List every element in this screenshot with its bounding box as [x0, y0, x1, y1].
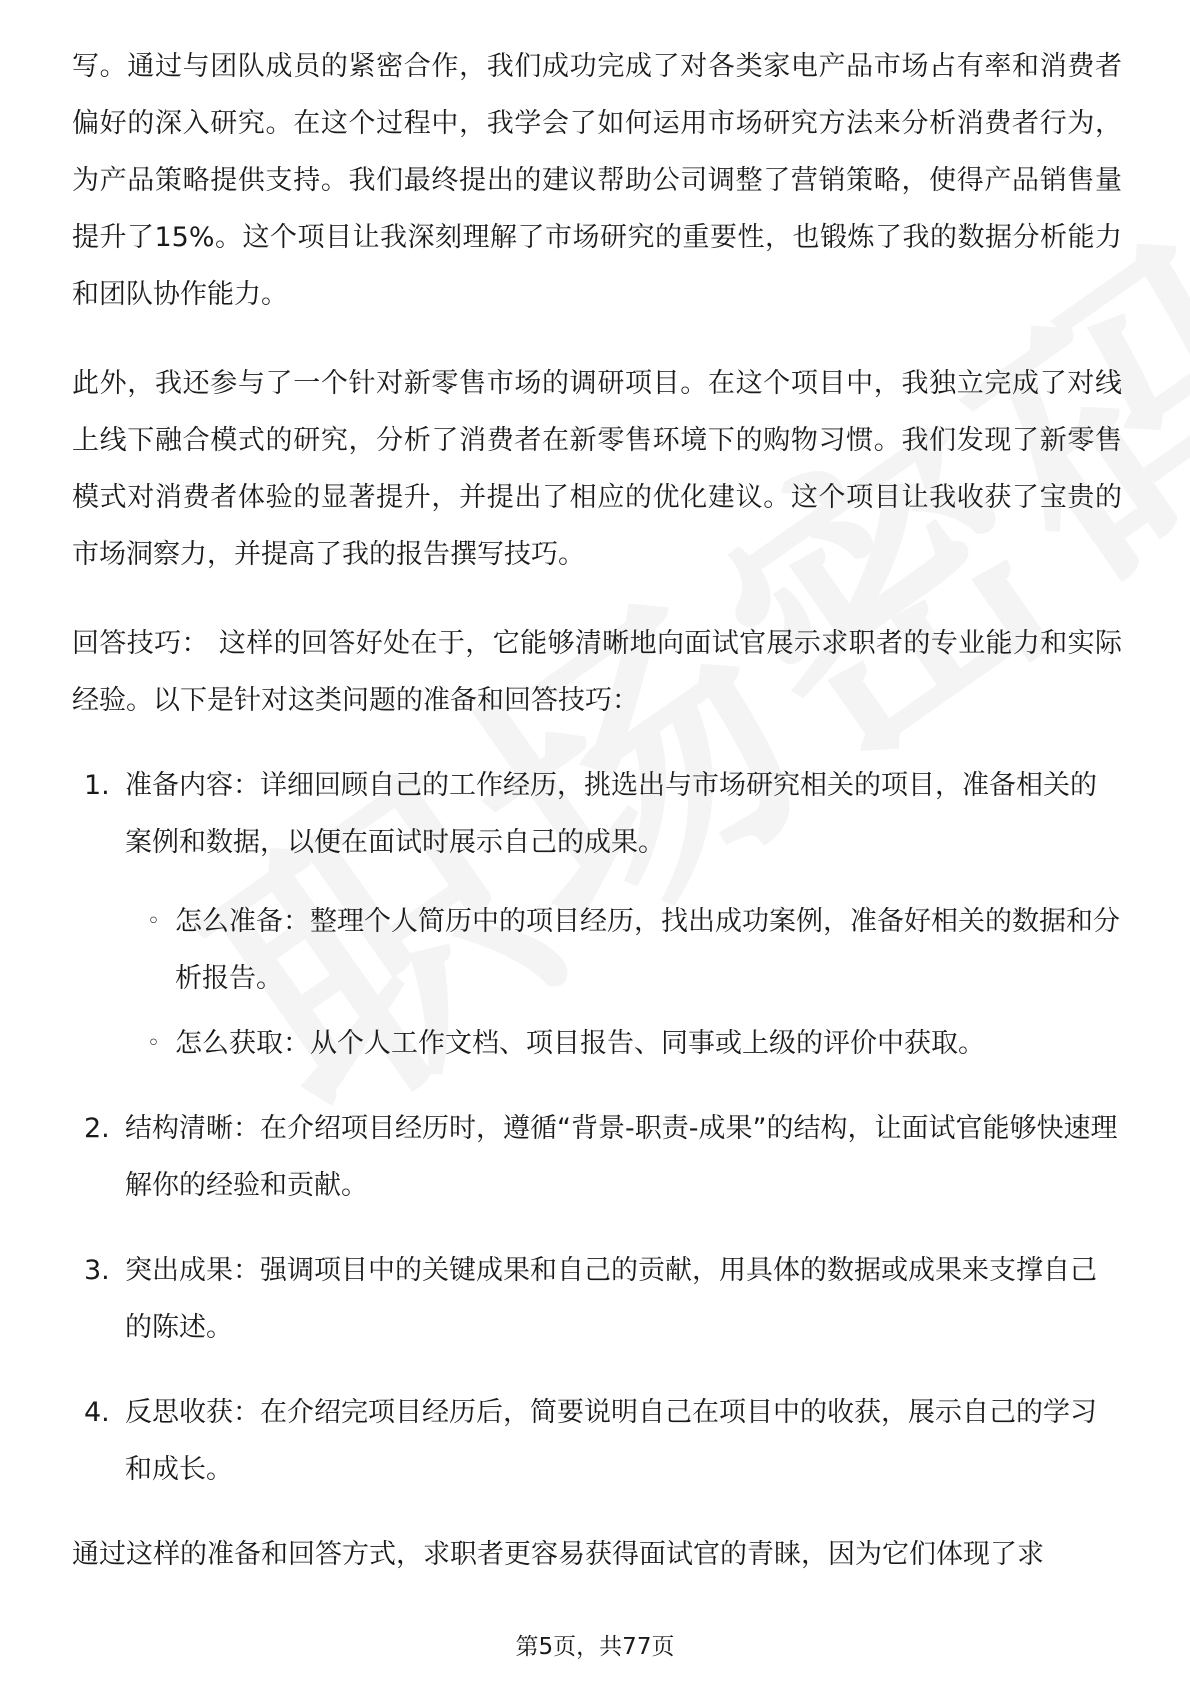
list-item: [72, 1100, 1122, 1214]
tips-list: [72, 757, 1122, 1498]
list-item: [72, 1384, 1122, 1498]
paragraph-2: 此外，我还参与了一个针对新零售市场的调研项目。在这个项目中，我独立完成了对线上线下融合模式的研究，分析了消费者在新零售环境下的购物习惯。我们发现了新零售模式对消费者体验的显著提升，并提出了相应的优化建议。这个项目让我收获了宝贵的市场洞察力，并提高了我的报告撰写技巧。: [72, 368, 1122, 570]
list-number: 2.: [84, 1113, 110, 1144]
tips-intro: 这样的回答好处在于，它能够清晰地向面试官展示求职者的专业能力和实际经验。以下是针对这类问题的准备和回答技巧：: [72, 628, 1123, 716]
document-body: [72, 38, 1122, 1615]
bullet-icon: ◦: [147, 909, 160, 934]
list-item: [72, 757, 1122, 1072]
sub-list-item: [125, 1015, 1122, 1072]
list-item-text: 突出成果：强调项目中的关键成果和自己的贡献，用具体的数据或成果来支撑自己的陈述。: [125, 1255, 1097, 1343]
list-item: [72, 1242, 1122, 1356]
sub-list-item-text: 怎么准备：整理个人简历中的项目经历，找出成功案例，准备好相关的数据和分析报告。: [175, 906, 1120, 994]
tips-intro-paragraph: [72, 615, 1122, 729]
page-number-footer: 第5页，共77页: [515, 1634, 675, 1660]
list-number: 4.: [84, 1397, 110, 1428]
bullet-icon: ◦: [147, 1031, 160, 1056]
closing-paragraph: 通过这样的准备和回答方式，求职者更容易获得面试官的青睐，因为它们体现了求: [72, 1539, 1044, 1570]
list-item-text: 准备内容：详细回顾自己的工作经历，挑选出与市场研究相关的项目，准备相关的案例和数据，以便在面试时展示自己的成果。: [125, 770, 1097, 858]
list-number: 1.: [84, 770, 110, 801]
list-number: 3.: [84, 1255, 110, 1286]
sub-list-item: [125, 893, 1122, 1007]
list-item-text: 结构清晰：在介绍项目经历时，遵循“背景-职责-成果”的结构，让面试官能够快速理解你的经验和贡献。: [125, 1113, 1118, 1201]
list-item-text: 反思收获：在介绍完项目经历后，简要说明自己在项目中的收获，展示自己的学习和成长。: [125, 1397, 1097, 1485]
sub-list: [125, 893, 1122, 1072]
tips-label: 回答技巧：: [72, 628, 209, 659]
paragraph-1: 写。通过与团队成员的紧密合作，我们成功完成了对各类家电产品市场占有率和消费者偏好的深入研究。在这个过程中，我学会了如何运用市场研究方法来分析消费者行为，为产品策略提供支持。我们最终提出的建议帮助公司调整了营销策略，使得产品销售量提升了15%。这个项目让我深刻理解了市场研究的重要性，也锻炼了我的数据分析能力和团队协作能力。: [72, 51, 1122, 310]
sub-list-item-text: 怎么获取：从个人工作文档、项目报告、同事或上级的评价中获取。: [175, 1028, 985, 1059]
